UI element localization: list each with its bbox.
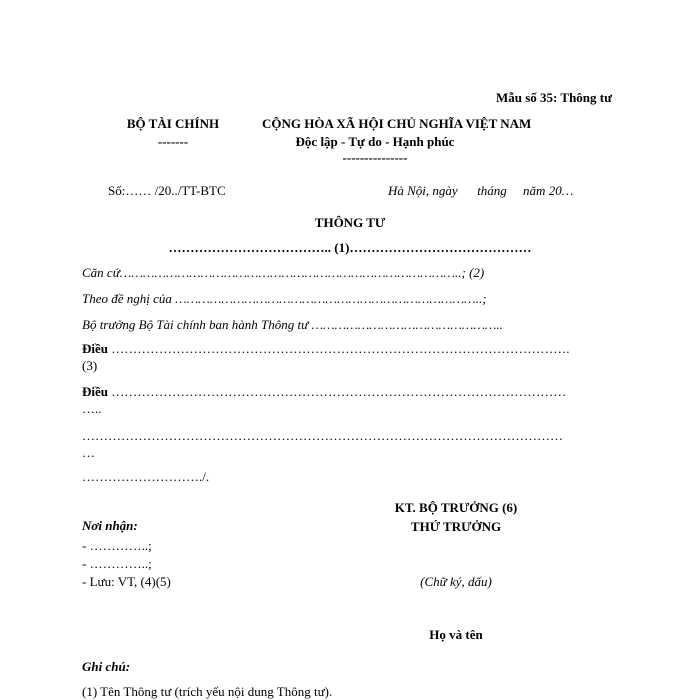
article-1 [82,342,570,355]
article-2 [82,385,566,398]
document-number: Số:…… /20../TT-BTC [108,183,226,198]
article-label: Điều [82,384,108,399]
closing-line: ………………………./. [82,469,210,484]
article-2-cont: ….. [82,401,102,416]
signer-name: Họ và tên [429,627,483,642]
recipients-label: Nơi nhận: [82,518,138,533]
document-title-line: ……………………………….. (1)…………………………………… [168,240,532,255]
place-date: Hà Nội, ngày tháng năm 20… [388,183,574,198]
republic-name: CỘNG HÒA XÃ HỘI CHỦ NGHĨA VIỆT NAM [262,116,532,131]
document-type: THÔNG TƯ [314,215,386,230]
body-dots-line: ………………………………………………………………………………………………… [82,428,563,443]
note-item: (1) Tên Thông tư (trích yếu nội dung Thông tư). [82,684,333,699]
signature-title: THỨ TRƯỞNG [410,519,502,534]
basis-can-cu: Căn cứ……………………………………………………………………………..; (2) [82,265,485,280]
form-label: Mẫu số 35: Thông tư [496,90,612,105]
article-dots: …………………………………………………………………………………………… [111,384,567,399]
recipient-item: - …………..; [82,538,152,553]
republic-underline: --------------- [342,150,408,165]
recipient-item: - …………..; [82,556,152,571]
article-1-cont: (3) [82,358,98,373]
recipient-item: - Lưu: VT, (4)(5) [82,574,171,589]
notes-label: Ghi chú: [82,659,131,674]
signature-kt: KT. BỘ TRƯỞNG (6) [394,500,518,515]
article-label: Điều [82,341,108,356]
ministry-name: BỘ TÀI CHÍNH [126,116,220,131]
basis-theo-de-nghi: Theo đề nghị của ……………………………………………………………………..; [82,291,487,306]
body-dots-cont: … [82,445,95,460]
republic-motto: Độc lập - Tự do - Hạnh phúc [295,134,455,149]
ministry-underline: ------- [157,134,189,149]
signature-note: (Chữ ký, dấu) [420,574,492,589]
article-dots: ……………………………………………………………………………………………. [111,341,570,356]
basis-ban-hanh: Bộ trưởng Bộ Tài chính ban hành Thông tư ………………………………………….. [82,317,503,332]
